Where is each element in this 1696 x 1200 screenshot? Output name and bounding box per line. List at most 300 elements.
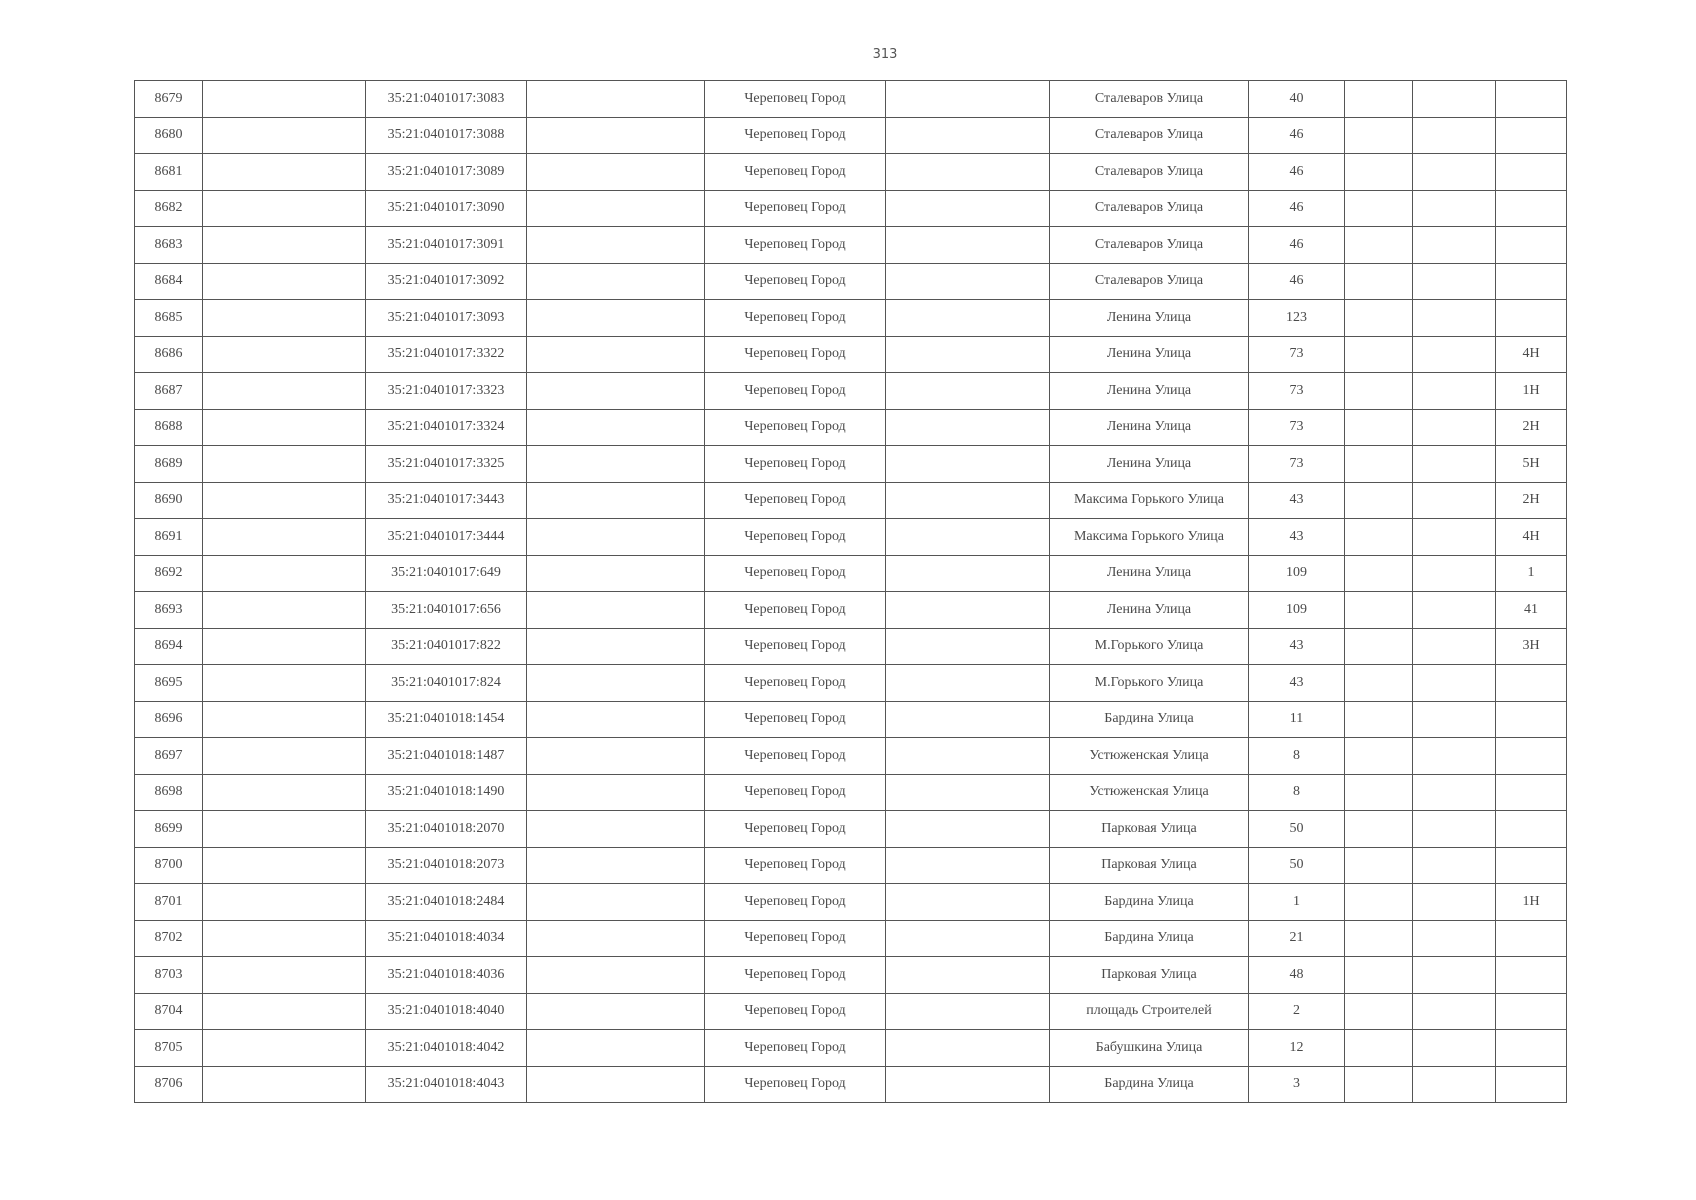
row-number-cell: 8704 xyxy=(135,993,203,1030)
empty-cell xyxy=(1413,154,1496,191)
apartment-cell xyxy=(1496,957,1567,994)
empty-cell xyxy=(527,1066,705,1103)
table-row xyxy=(135,738,1567,775)
empty-cell xyxy=(1413,117,1496,154)
city-cell: Череповец Город xyxy=(705,1030,886,1067)
empty-cell xyxy=(203,811,366,848)
empty-cell xyxy=(1413,628,1496,665)
empty-cell xyxy=(1413,1066,1496,1103)
street-cell: Устюженская Улица xyxy=(1050,738,1249,775)
street-cell: Сталеваров Улица xyxy=(1050,227,1249,264)
row-number-cell: 8702 xyxy=(135,920,203,957)
row-number-cell: 8695 xyxy=(135,665,203,702)
empty-cell xyxy=(886,446,1050,483)
empty-cell xyxy=(886,117,1050,154)
empty-cell xyxy=(1345,847,1413,884)
row-number-cell: 8703 xyxy=(135,957,203,994)
cadastral-number-cell: 35:21:0401017:3443 xyxy=(366,482,527,519)
street-cell: Ленина Улица xyxy=(1050,373,1249,410)
empty-cell xyxy=(203,154,366,191)
row-number-cell: 8688 xyxy=(135,409,203,446)
empty-cell xyxy=(527,409,705,446)
city-cell: Череповец Город xyxy=(705,884,886,921)
empty-cell xyxy=(203,738,366,775)
city-cell: Череповец Город xyxy=(705,774,886,811)
table-row xyxy=(135,373,1567,410)
row-number-cell: 8697 xyxy=(135,738,203,775)
apartment-cell xyxy=(1496,263,1567,300)
empty-cell xyxy=(886,190,1050,227)
empty-cell xyxy=(527,81,705,118)
table-row xyxy=(135,117,1567,154)
table-body xyxy=(135,81,1567,1103)
cadastral-number-cell: 35:21:0401017:822 xyxy=(366,628,527,665)
empty-cell xyxy=(1413,519,1496,556)
city-cell: Череповец Город xyxy=(705,847,886,884)
registry-table xyxy=(134,80,1567,1103)
street-cell: Бардина Улица xyxy=(1050,1066,1249,1103)
city-cell: Череповец Город xyxy=(705,957,886,994)
empty-cell xyxy=(527,117,705,154)
street-cell: Ленина Улица xyxy=(1050,555,1249,592)
empty-cell xyxy=(886,811,1050,848)
city-cell: Череповец Город xyxy=(705,920,886,957)
empty-cell xyxy=(1345,811,1413,848)
table-row xyxy=(135,957,1567,994)
table-row xyxy=(135,628,1567,665)
empty-cell xyxy=(203,665,366,702)
empty-cell xyxy=(886,336,1050,373)
table-row xyxy=(135,1030,1567,1067)
empty-cell xyxy=(1413,482,1496,519)
house-number-cell: 21 xyxy=(1249,920,1345,957)
row-number-cell: 8705 xyxy=(135,1030,203,1067)
house-number-cell: 8 xyxy=(1249,738,1345,775)
empty-cell xyxy=(1413,81,1496,118)
empty-cell xyxy=(886,920,1050,957)
empty-cell xyxy=(1413,227,1496,264)
row-number-cell: 8681 xyxy=(135,154,203,191)
table-row xyxy=(135,993,1567,1030)
apartment-cell: 1Н xyxy=(1496,884,1567,921)
empty-cell xyxy=(1413,555,1496,592)
empty-cell xyxy=(1413,665,1496,702)
city-cell: Череповец Город xyxy=(705,665,886,702)
empty-cell xyxy=(886,774,1050,811)
city-cell: Череповец Город xyxy=(705,592,886,629)
empty-cell xyxy=(203,300,366,337)
empty-cell xyxy=(1345,190,1413,227)
apartment-cell xyxy=(1496,81,1567,118)
street-cell: Ленина Улица xyxy=(1050,336,1249,373)
empty-cell xyxy=(527,519,705,556)
cadastral-number-cell: 35:21:0401017:3323 xyxy=(366,373,527,410)
empty-cell xyxy=(203,993,366,1030)
empty-cell xyxy=(527,482,705,519)
house-number-cell: 3 xyxy=(1249,1066,1345,1103)
empty-cell xyxy=(886,227,1050,264)
city-cell: Череповец Город xyxy=(705,628,886,665)
empty-cell xyxy=(1345,373,1413,410)
empty-cell xyxy=(527,884,705,921)
house-number-cell: 43 xyxy=(1249,519,1345,556)
empty-cell xyxy=(1413,738,1496,775)
street-cell: Бардина Улица xyxy=(1050,884,1249,921)
row-number-cell: 8684 xyxy=(135,263,203,300)
empty-cell xyxy=(1345,628,1413,665)
city-cell: Череповец Город xyxy=(705,373,886,410)
row-number-cell: 8683 xyxy=(135,227,203,264)
empty-cell xyxy=(1345,227,1413,264)
apartment-cell xyxy=(1496,847,1567,884)
house-number-cell: 50 xyxy=(1249,811,1345,848)
empty-cell xyxy=(527,190,705,227)
street-cell: Сталеваров Улица xyxy=(1050,154,1249,191)
row-number-cell: 8685 xyxy=(135,300,203,337)
empty-cell xyxy=(527,263,705,300)
empty-cell xyxy=(203,482,366,519)
empty-cell xyxy=(886,701,1050,738)
table-row xyxy=(135,847,1567,884)
table-row xyxy=(135,190,1567,227)
empty-cell xyxy=(203,190,366,227)
empty-cell xyxy=(1345,300,1413,337)
house-number-cell: 73 xyxy=(1249,373,1345,410)
street-cell: Сталеваров Улица xyxy=(1050,81,1249,118)
empty-cell xyxy=(203,884,366,921)
street-cell: Парковая Улица xyxy=(1050,847,1249,884)
empty-cell xyxy=(1413,920,1496,957)
empty-cell xyxy=(1345,592,1413,629)
empty-cell xyxy=(1345,446,1413,483)
street-cell: Сталеваров Улица xyxy=(1050,263,1249,300)
apartment-cell xyxy=(1496,701,1567,738)
street-cell: Сталеваров Улица xyxy=(1050,117,1249,154)
house-number-cell: 11 xyxy=(1249,701,1345,738)
empty-cell xyxy=(1345,263,1413,300)
row-number-cell: 8679 xyxy=(135,81,203,118)
empty-cell xyxy=(203,592,366,629)
apartment-cell: 2Н xyxy=(1496,482,1567,519)
empty-cell xyxy=(1413,774,1496,811)
empty-cell xyxy=(1345,774,1413,811)
empty-cell xyxy=(1345,482,1413,519)
house-number-cell: 46 xyxy=(1249,263,1345,300)
table-row xyxy=(135,1066,1567,1103)
house-number-cell: 43 xyxy=(1249,628,1345,665)
empty-cell xyxy=(527,154,705,191)
cadastral-number-cell: 35:21:0401018:2484 xyxy=(366,884,527,921)
empty-cell xyxy=(203,263,366,300)
empty-cell xyxy=(527,993,705,1030)
empty-cell xyxy=(1345,738,1413,775)
apartment-cell: 1 xyxy=(1496,555,1567,592)
empty-cell xyxy=(203,81,366,118)
city-cell: Череповец Город xyxy=(705,190,886,227)
city-cell: Череповец Город xyxy=(705,446,886,483)
apartment-cell: 1Н xyxy=(1496,373,1567,410)
empty-cell xyxy=(1345,957,1413,994)
table-row xyxy=(135,555,1567,592)
empty-cell xyxy=(203,701,366,738)
table-row xyxy=(135,701,1567,738)
empty-cell xyxy=(1413,884,1496,921)
empty-cell xyxy=(1413,373,1496,410)
house-number-cell: 46 xyxy=(1249,117,1345,154)
street-cell: Устюженская Улица xyxy=(1050,774,1249,811)
table-row xyxy=(135,811,1567,848)
cadastral-number-cell: 35:21:0401017:3325 xyxy=(366,446,527,483)
empty-cell xyxy=(527,336,705,373)
row-number-cell: 8696 xyxy=(135,701,203,738)
street-cell: М.Горького Улица xyxy=(1050,628,1249,665)
apartment-cell xyxy=(1496,1030,1567,1067)
apartment-cell: 4Н xyxy=(1496,336,1567,373)
apartment-cell xyxy=(1496,300,1567,337)
empty-cell xyxy=(527,592,705,629)
city-cell: Череповец Город xyxy=(705,738,886,775)
city-cell: Череповец Город xyxy=(705,154,886,191)
table-row xyxy=(135,336,1567,373)
city-cell: Череповец Город xyxy=(705,701,886,738)
empty-cell xyxy=(886,300,1050,337)
apartment-cell xyxy=(1496,154,1567,191)
table-row xyxy=(135,446,1567,483)
cadastral-number-cell: 35:21:0401018:4043 xyxy=(366,1066,527,1103)
apartment-cell xyxy=(1496,665,1567,702)
cadastral-number-cell: 35:21:0401017:649 xyxy=(366,555,527,592)
table-row xyxy=(135,665,1567,702)
apartment-cell xyxy=(1496,920,1567,957)
cadastral-number-cell: 35:21:0401017:824 xyxy=(366,665,527,702)
empty-cell xyxy=(886,519,1050,556)
city-cell: Череповец Город xyxy=(705,409,886,446)
city-cell: Череповец Город xyxy=(705,263,886,300)
empty-cell xyxy=(886,628,1050,665)
house-number-cell: 109 xyxy=(1249,555,1345,592)
apartment-cell: 3Н xyxy=(1496,628,1567,665)
cadastral-number-cell: 35:21:0401018:1490 xyxy=(366,774,527,811)
row-number-cell: 8682 xyxy=(135,190,203,227)
table-row xyxy=(135,227,1567,264)
house-number-cell: 43 xyxy=(1249,482,1345,519)
empty-cell xyxy=(203,409,366,446)
empty-cell xyxy=(1345,555,1413,592)
empty-cell xyxy=(527,738,705,775)
empty-cell xyxy=(1345,884,1413,921)
empty-cell xyxy=(527,701,705,738)
street-cell: Максима Горького Улица xyxy=(1050,519,1249,556)
empty-cell xyxy=(1345,1030,1413,1067)
table-row xyxy=(135,300,1567,337)
cadastral-number-cell: 35:21:0401017:3322 xyxy=(366,336,527,373)
house-number-cell: 46 xyxy=(1249,190,1345,227)
empty-cell xyxy=(203,117,366,154)
apartment-cell: 2Н xyxy=(1496,409,1567,446)
empty-cell xyxy=(1345,336,1413,373)
row-number-cell: 8698 xyxy=(135,774,203,811)
empty-cell xyxy=(527,811,705,848)
table-row xyxy=(135,774,1567,811)
apartment-cell xyxy=(1496,811,1567,848)
apartment-cell xyxy=(1496,1066,1567,1103)
empty-cell xyxy=(1413,701,1496,738)
empty-cell xyxy=(1345,81,1413,118)
empty-cell xyxy=(527,920,705,957)
street-cell: Бабушкина Улица xyxy=(1050,1030,1249,1067)
row-number-cell: 8687 xyxy=(135,373,203,410)
empty-cell xyxy=(203,847,366,884)
city-cell: Череповец Город xyxy=(705,482,886,519)
house-number-cell: 50 xyxy=(1249,847,1345,884)
street-cell: Ленина Улица xyxy=(1050,592,1249,629)
row-number-cell: 8689 xyxy=(135,446,203,483)
empty-cell xyxy=(1413,190,1496,227)
city-cell: Череповец Город xyxy=(705,1066,886,1103)
house-number-cell: 73 xyxy=(1249,446,1345,483)
row-number-cell: 8693 xyxy=(135,592,203,629)
house-number-cell: 109 xyxy=(1249,592,1345,629)
empty-cell xyxy=(886,1030,1050,1067)
empty-cell xyxy=(203,336,366,373)
empty-cell xyxy=(527,847,705,884)
empty-cell xyxy=(527,957,705,994)
cadastral-number-cell: 35:21:0401017:3088 xyxy=(366,117,527,154)
empty-cell xyxy=(1345,1066,1413,1103)
cadastral-number-cell: 35:21:0401017:3092 xyxy=(366,263,527,300)
city-cell: Череповец Город xyxy=(705,993,886,1030)
empty-cell xyxy=(203,373,366,410)
empty-cell xyxy=(886,993,1050,1030)
apartment-cell xyxy=(1496,993,1567,1030)
empty-cell xyxy=(203,446,366,483)
empty-cell xyxy=(1413,993,1496,1030)
empty-cell xyxy=(1345,117,1413,154)
street-cell: площадь Строителей xyxy=(1050,993,1249,1030)
empty-cell xyxy=(527,446,705,483)
empty-cell xyxy=(527,227,705,264)
row-number-cell: 8680 xyxy=(135,117,203,154)
apartment-cell xyxy=(1496,117,1567,154)
empty-cell xyxy=(1413,592,1496,629)
empty-cell xyxy=(527,300,705,337)
empty-cell xyxy=(886,665,1050,702)
row-number-cell: 8706 xyxy=(135,1066,203,1103)
empty-cell xyxy=(886,154,1050,191)
empty-cell xyxy=(527,774,705,811)
house-number-cell: 43 xyxy=(1249,665,1345,702)
empty-cell xyxy=(886,263,1050,300)
row-number-cell: 8690 xyxy=(135,482,203,519)
empty-cell xyxy=(203,920,366,957)
empty-cell xyxy=(1413,957,1496,994)
cadastral-number-cell: 35:21:0401018:1487 xyxy=(366,738,527,775)
empty-cell xyxy=(886,738,1050,775)
empty-cell xyxy=(886,409,1050,446)
house-number-cell: 48 xyxy=(1249,957,1345,994)
street-cell: Парковая Улица xyxy=(1050,957,1249,994)
empty-cell xyxy=(203,628,366,665)
house-number-cell: 73 xyxy=(1249,409,1345,446)
house-number-cell: 46 xyxy=(1249,154,1345,191)
table-row xyxy=(135,81,1567,118)
row-number-cell: 8686 xyxy=(135,336,203,373)
page-number: 313 xyxy=(872,47,898,62)
city-cell: Череповец Город xyxy=(705,81,886,118)
empty-cell xyxy=(1413,409,1496,446)
house-number-cell: 40 xyxy=(1249,81,1345,118)
table-row xyxy=(135,920,1567,957)
city-cell: Череповец Город xyxy=(705,227,886,264)
empty-cell xyxy=(1345,993,1413,1030)
apartment-cell: 5Н xyxy=(1496,446,1567,483)
empty-cell xyxy=(203,519,366,556)
empty-cell xyxy=(203,1030,366,1067)
empty-cell xyxy=(886,847,1050,884)
empty-cell xyxy=(1413,336,1496,373)
row-number-cell: 8694 xyxy=(135,628,203,665)
table-row xyxy=(135,519,1567,556)
row-number-cell: 8692 xyxy=(135,555,203,592)
empty-cell xyxy=(203,555,366,592)
row-number-cell: 8691 xyxy=(135,519,203,556)
house-number-cell: 123 xyxy=(1249,300,1345,337)
city-cell: Череповец Город xyxy=(705,117,886,154)
empty-cell xyxy=(527,665,705,702)
row-number-cell: 8699 xyxy=(135,811,203,848)
empty-cell xyxy=(886,373,1050,410)
city-cell: Череповец Город xyxy=(705,336,886,373)
empty-cell xyxy=(1413,847,1496,884)
apartment-cell xyxy=(1496,774,1567,811)
empty-cell xyxy=(1413,811,1496,848)
cadastral-number-cell: 35:21:0401018:1454 xyxy=(366,701,527,738)
empty-cell xyxy=(1413,300,1496,337)
empty-cell xyxy=(527,373,705,410)
cadastral-number-cell: 35:21:0401018:4040 xyxy=(366,993,527,1030)
city-cell: Череповец Город xyxy=(705,300,886,337)
empty-cell xyxy=(527,1030,705,1067)
street-cell: Ленина Улица xyxy=(1050,446,1249,483)
cadastral-number-cell: 35:21:0401017:656 xyxy=(366,592,527,629)
empty-cell xyxy=(1345,409,1413,446)
house-number-cell: 8 xyxy=(1249,774,1345,811)
empty-cell xyxy=(203,227,366,264)
cadastral-number-cell: 35:21:0401017:3324 xyxy=(366,409,527,446)
empty-cell xyxy=(1413,446,1496,483)
empty-cell xyxy=(1345,920,1413,957)
row-number-cell: 8700 xyxy=(135,847,203,884)
city-cell: Череповец Город xyxy=(705,811,886,848)
table-row xyxy=(135,884,1567,921)
house-number-cell: 12 xyxy=(1249,1030,1345,1067)
empty-cell xyxy=(203,957,366,994)
apartment-cell xyxy=(1496,227,1567,264)
cadastral-number-cell: 35:21:0401017:3444 xyxy=(366,519,527,556)
street-cell: Ленина Улица xyxy=(1050,300,1249,337)
street-cell: Ленина Улица xyxy=(1050,409,1249,446)
empty-cell xyxy=(886,957,1050,994)
empty-cell xyxy=(886,592,1050,629)
empty-cell xyxy=(886,482,1050,519)
house-number-cell: 46 xyxy=(1249,227,1345,264)
empty-cell xyxy=(527,555,705,592)
empty-cell xyxy=(1345,701,1413,738)
empty-cell xyxy=(1345,665,1413,702)
row-number-cell: 8701 xyxy=(135,884,203,921)
empty-cell xyxy=(1345,154,1413,191)
empty-cell xyxy=(203,1066,366,1103)
